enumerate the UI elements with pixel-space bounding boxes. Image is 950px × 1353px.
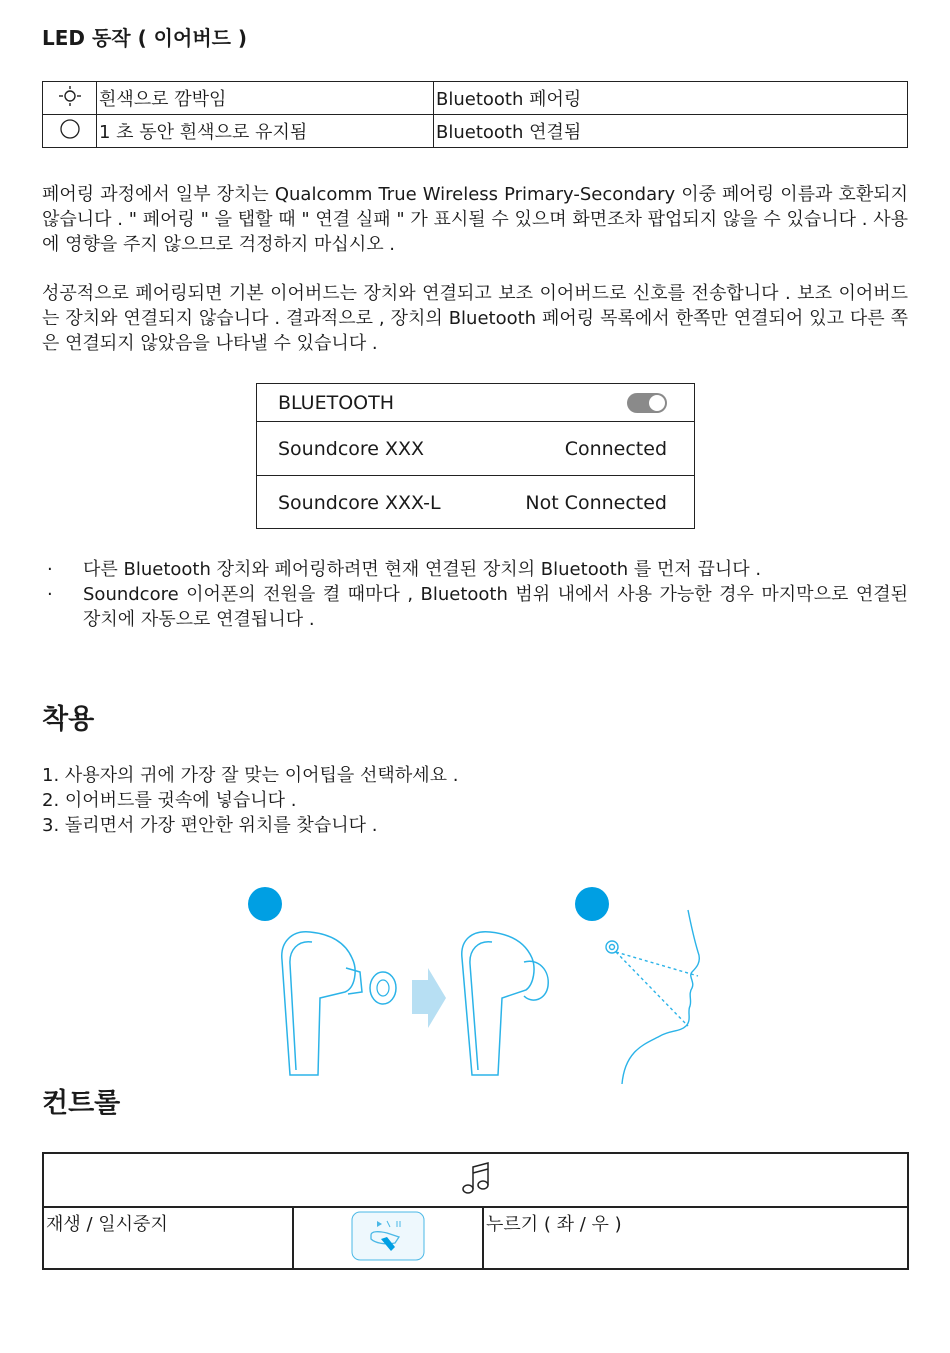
control-action: 누르기 ( 좌 / 우 ) <box>483 1207 908 1269</box>
bluetooth-device-row[interactable] <box>257 422 694 476</box>
led-icon-cell <box>43 115 97 148</box>
controls-header-cell <box>43 1153 908 1207</box>
list-item <box>42 582 908 632</box>
toggle-knob <box>648 394 666 412</box>
device-status: Not Connected <box>525 492 667 514</box>
list-item: 2. 이어버드를 귓속에 넣습니다 . <box>42 790 297 811</box>
device-status: Connected <box>564 437 667 460</box>
table-row <box>43 115 908 148</box>
wearing-section-title: 착용 <box>42 704 95 735</box>
led-icon-cell <box>43 82 97 115</box>
earbud-left-icon <box>282 932 362 1075</box>
wearing-illustration <box>240 880 720 1085</box>
face-profile-icon <box>606 910 699 1084</box>
bluetooth-device-row[interactable] <box>257 476 694 530</box>
arrow-right-icon <box>412 968 446 1028</box>
eartip-icon <box>377 980 389 996</box>
table-row <box>43 1153 908 1207</box>
earbud-right-icon <box>462 932 548 1075</box>
led-state: 흰색으로 깜박임 <box>97 82 434 115</box>
pairing-note-paragraph: 페어링 과정에서 일부 장치는 Qualcomm True Wireless Primary-Secondary 이중 페어링 이름과 호환되지 않습니다 . " 페어링 " 을 탭할 때 " 연결 실패 " 가 표시될 수 있으며 화면조차 팝업되지 않을 수 있습니다 . 사용에 영향을 주지 않으므로 걱정하지 마십시오 . <box>42 184 908 255</box>
music-note-icon <box>460 1161 492 1195</box>
table-row <box>43 82 908 115</box>
list-item: 1. 사용자의 귀에 가장 잘 맞는 이어팁을 선택하세요 . <box>42 765 459 786</box>
connection-note-paragraph: 성공적으로 페어링되면 기본 이어버드는 장치와 연결되고 보조 이어버드로 신호를 전송합니다 . 보조 이어버드는 장치와 연결되지 않습니다 . 결과적으로 , 장치의 Bluetooth 페어링 목록에서 한쪽만 연결되어 있고 다른 쪽은 연결되지 않았음을 나타낼 수 있습니다 . <box>42 283 908 354</box>
led-meaning: Bluetooth 연결됨 <box>434 115 908 148</box>
led-state: 1 초 동안 흰색으로 유지됨 <box>97 115 434 148</box>
tap-earbud-icon <box>351 1211 425 1261</box>
bullet-list <box>42 557 908 632</box>
bullet-text: Soundcore 이어폰의 전원을 켤 때마다 , Bluetooth 범위 내에서 사용 가능한 경우 마지막으로 연결된 장치에 자동으로 연결됩니다 . <box>83 584 908 630</box>
bluetooth-toggle[interactable] <box>627 393 667 413</box>
bullet-marker: · <box>47 559 53 580</box>
bluetooth-header-label: BLUETOOTH <box>278 391 394 414</box>
led-table <box>42 81 908 148</box>
led-section-title: LED 동작 ( 이어버드 ) <box>42 26 248 50</box>
control-function: 재생 / 일시중지 <box>43 1207 293 1269</box>
step-marker-icon <box>248 887 282 921</box>
controls-section-title: 컨트롤 <box>42 1088 121 1119</box>
bullet-text: 다른 Bluetooth 장치와 페어링하려면 현재 연결된 장치의 Bluetooth 를 먼저 끕니다 . <box>83 559 762 580</box>
steady-circle-icon <box>59 118 81 140</box>
list-item: 3. 돌리면서 가장 편안한 위치를 찾습니다 . <box>42 815 378 836</box>
bluetooth-header-row <box>257 384 694 422</box>
led-meaning: Bluetooth 페어링 <box>434 82 908 115</box>
bullet-marker: · <box>47 584 53 605</box>
list-item <box>42 557 908 582</box>
table-row <box>43 1207 908 1269</box>
bluetooth-panel <box>256 383 695 529</box>
blink-light-icon <box>57 86 83 106</box>
controls-table <box>42 1152 909 1270</box>
eartip-icon <box>370 972 396 1004</box>
device-name: Soundcore XXX-L <box>278 492 441 514</box>
control-icon-cell <box>293 1207 483 1269</box>
device-name: Soundcore XXX <box>278 437 425 460</box>
wearing-steps <box>42 763 458 838</box>
step-marker-icon <box>575 887 609 921</box>
